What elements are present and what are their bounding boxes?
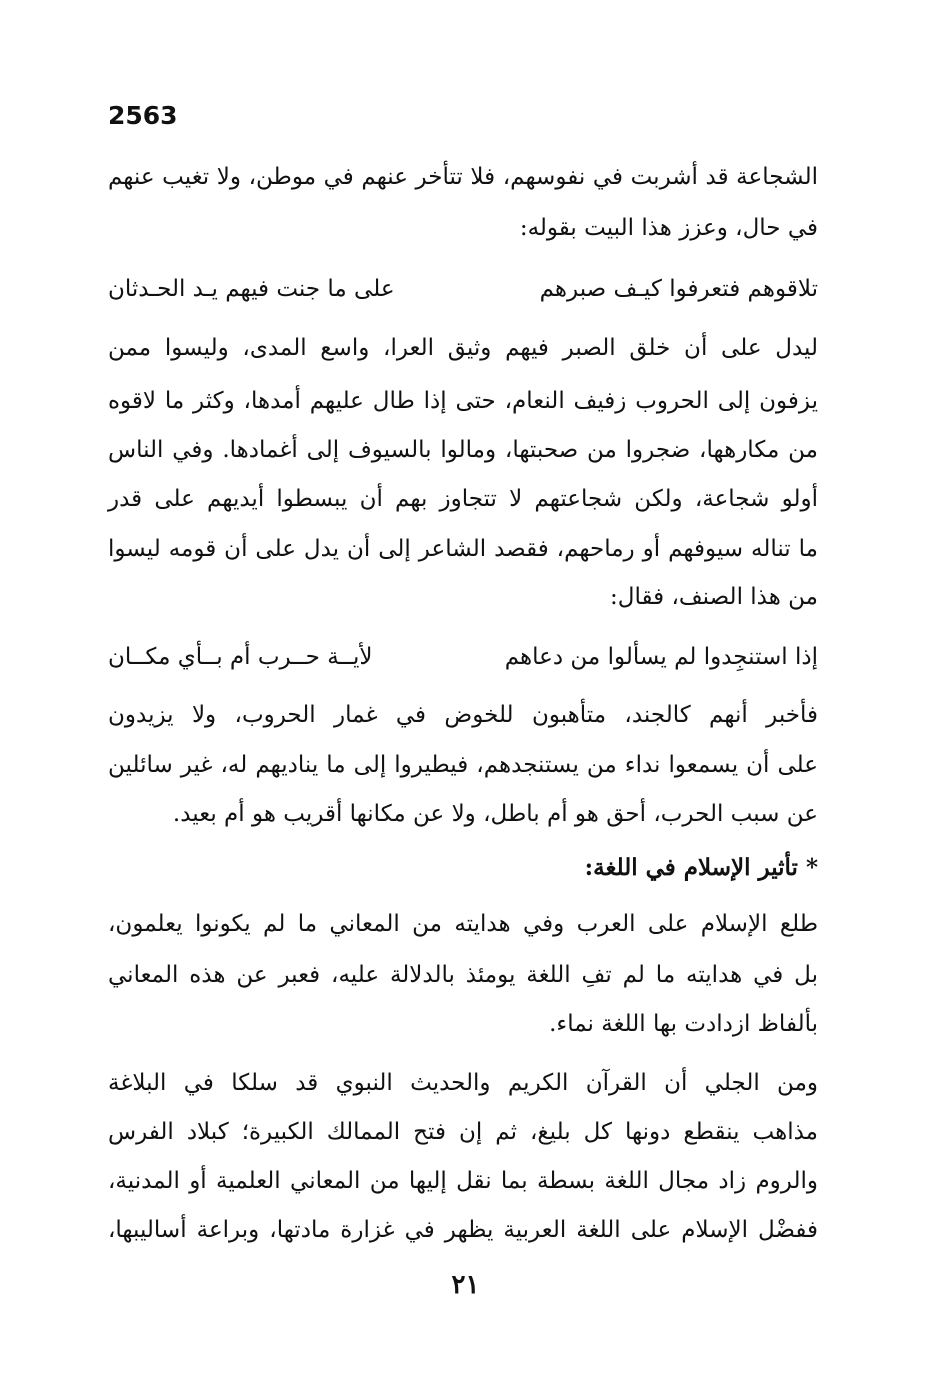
verse-second-hemistich: لأيــة حــرب أم بــأي مكــان: [108, 644, 373, 670]
text-line: بألفاظ ازدادت بها اللغة نماء.: [549, 1011, 818, 1037]
text-line: من مكارهها، ضجروا من صحبتها، ومالوا بالسيوف إلى أغمادها. وفي الناس: [108, 437, 818, 463]
verse-first-hemistich: تلاقوهم فتعرفوا كيـف صبرهم: [539, 276, 818, 302]
verse-first-hemistich: إذا استنجِدوا لم يسألوا من دعاهم: [504, 644, 818, 670]
text-line: يزفون إلى الحروب زفيف النعام، حتى إذا طال عليهم أمدها، وكثر ما لاقوه: [108, 388, 818, 414]
verse-second-hemistich: على ما جنت فيهم يـد الحـدثان: [108, 276, 395, 302]
text-line: أولو شجاعة، ولكن شجاعتهم لا تتجاوز بهم أن يبسطوا أيديهم على قدر: [108, 486, 818, 512]
text-line: والروم زاد مجال اللغة بسطة بما نقل إليها من المعاني العلمية أو المدنية،: [108, 1168, 818, 1194]
text-line: الشجاعة قد أشربت في نفوسهم، فلا تتأخر عنهم في موطن، ولا تغيب عنهم: [108, 164, 818, 190]
text-line: فأخبر أنهم كالجند، متأهبون للخوض في غمار الحروب، ولا يزيدون: [108, 702, 818, 728]
text-line: من هذا الصنف، فقال:: [610, 584, 818, 610]
text-line: مذاهب ينقطع دونها كل بليغ، ثم إن فتح الممالك الكبيرة؛ كبلاد الفرس: [108, 1119, 818, 1145]
text-line: ومن الجلي أن القرآن الكريم والحديث النبوي قد سلكا في البلاغة: [108, 1070, 818, 1096]
text-line: ليدل على أن خلق الصبر فيهم وثيق العرا، واسع المدى، وليسوا ممن: [108, 335, 818, 361]
text-line: عن سبب الحرب، أحق هو أم باطل، ولا عن مكانها أقريب هو أم بعيد.: [172, 801, 818, 827]
text-line: ففضْل الإسلام على اللغة العربية يظهر في غزارة مادتها، وبراعة أساليبها،: [108, 1217, 818, 1243]
text-line: على أن يسمعوا نداء من يستنجدهم، فيطيروا إلى ما يناديهم له، غير سائلين: [108, 752, 818, 778]
text-line: بل في هدايته ما لم تفِ اللغة يومئذ بالدلالة عليه، فعبر عن هذه المعاني: [108, 962, 818, 988]
text-line: طلع الإسلام على العرب وفي هدايته من المعاني ما لم يكونوا يعلمون،: [108, 911, 818, 937]
text-line: في حال، وعزز هذا البيت بقوله:: [519, 215, 818, 241]
section-heading: * تأثير الإسلام في اللغة:: [584, 854, 818, 881]
document-number: 2563: [108, 101, 178, 130]
page-number: ٢١: [451, 1270, 480, 1300]
text-line: ما تناله سيوفهم أو رماحهم، فقصد الشاعر إلى أن يدل على أن قومه ليسوا: [108, 536, 818, 562]
